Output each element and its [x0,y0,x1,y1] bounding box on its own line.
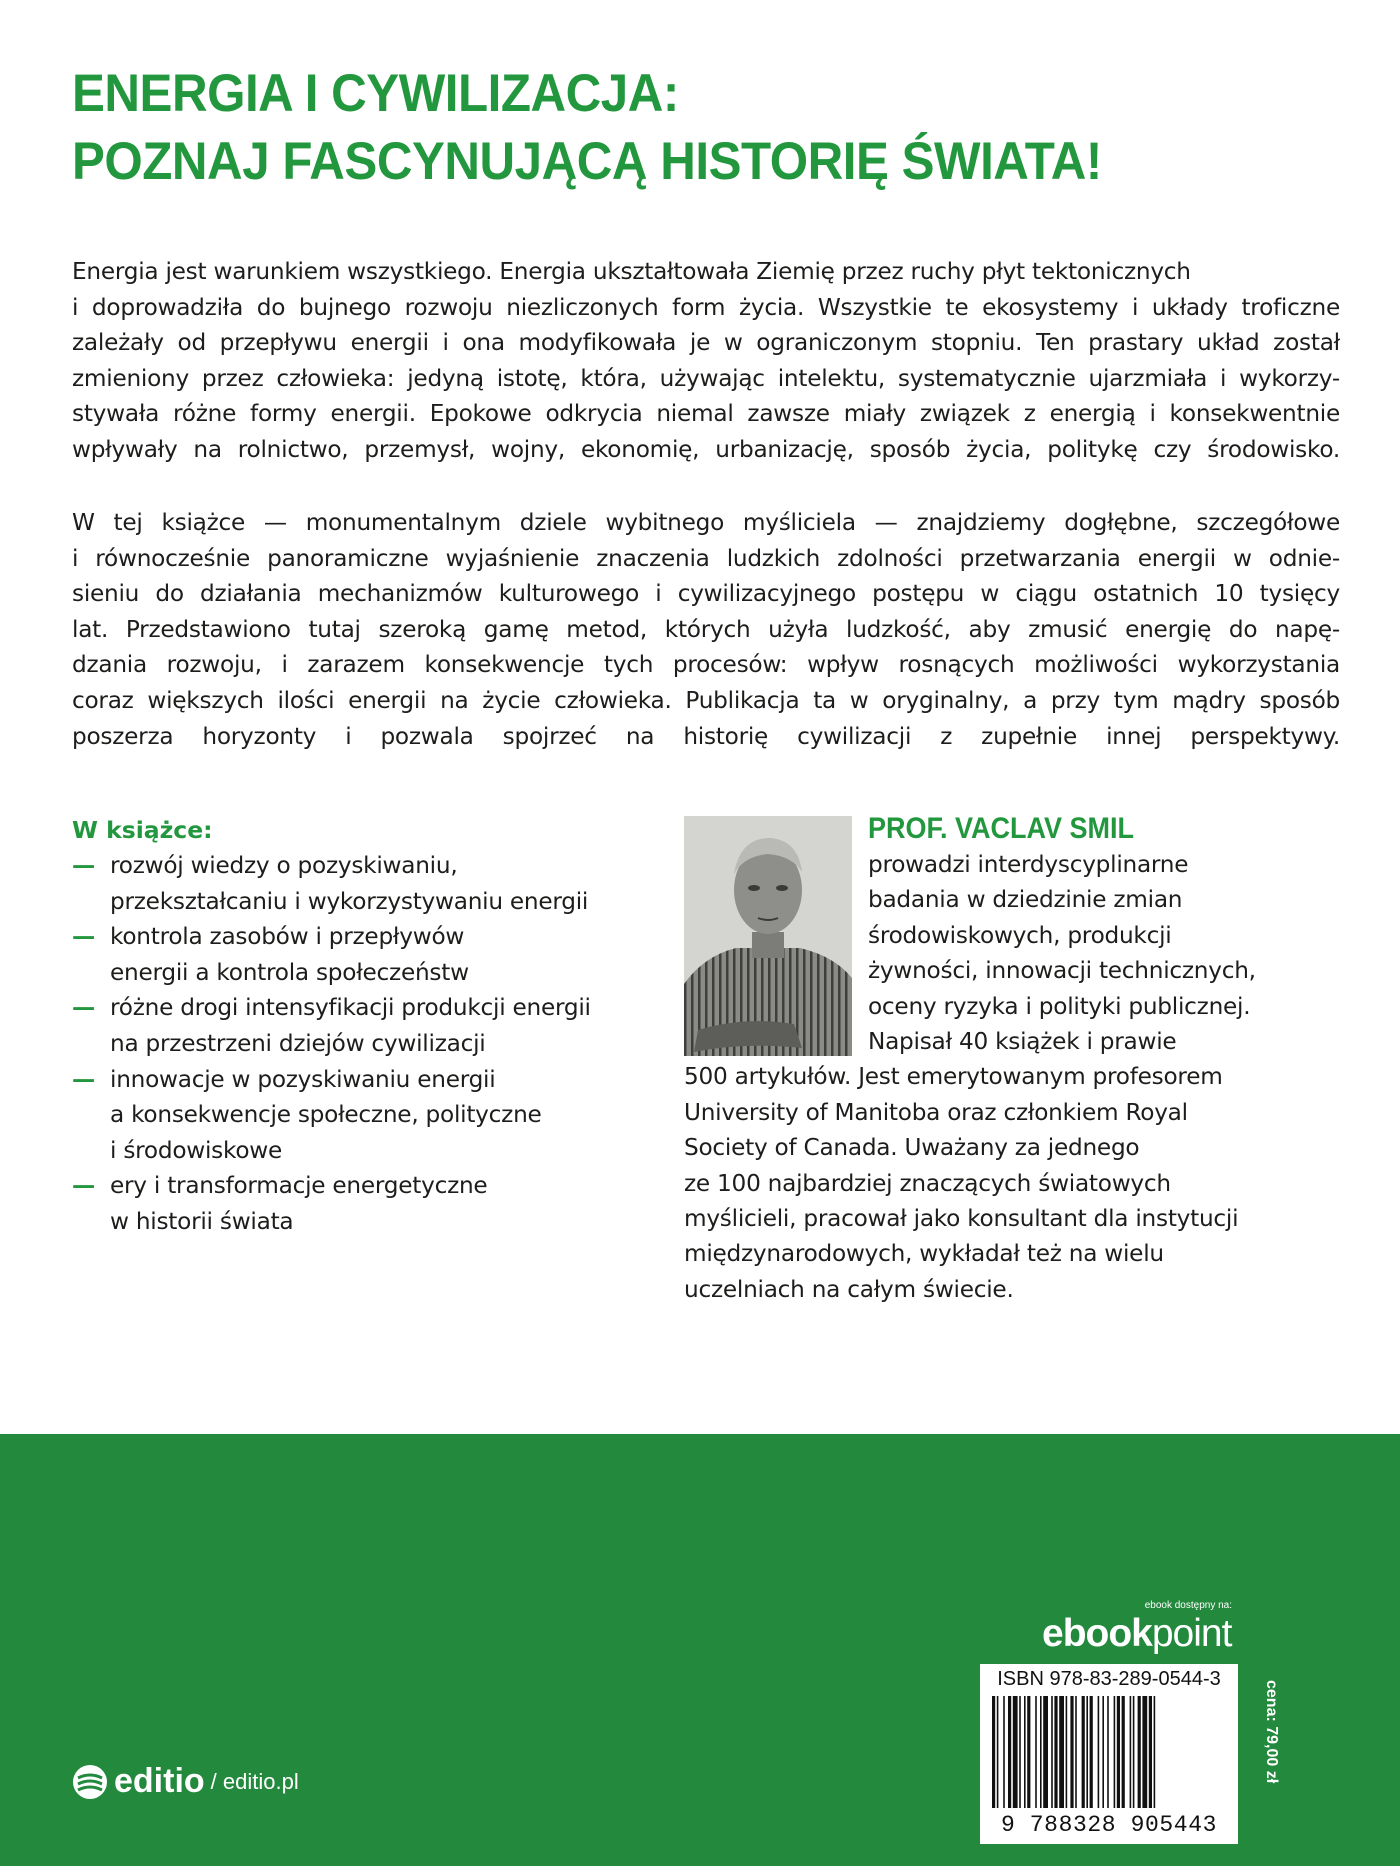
paragraph-line: lat. Przedstawiono tutaj szeroką gamę metod, których użyła ludzkość, aby zmusić energię do napę- [72,615,1340,643]
publisher-name: editio [114,1762,205,1800]
paragraph-line: poszerza horyzonty i pozwala spojrzeć na historię cywilizacji z zupełnie innej perspektywy. [72,722,1340,750]
publisher-logo [72,1762,299,1801]
paragraph-line: coraz większych ilości energii na życie człowieka. Publikacja ta w oryginalny, a przy tym mądry sposób [72,686,1340,714]
list-item [72,1062,632,1169]
dash-bullet: — [72,1172,95,1200]
description-paragraph-1 [72,254,1340,468]
bio-line: środowiskowych, produkcji [868,921,1172,949]
bio-line: żywności, innowacji technicznych, [868,957,1256,985]
features-list [72,848,632,1240]
bio-line: University of Manitoba oraz członkiem Royal [684,1098,1188,1126]
description-paragraph-2 [72,505,1340,754]
ebookpoint-logo [1042,1612,1231,1656]
list-item-line: innowacje w pozyskiwaniu energii [110,1065,496,1093]
paragraph-line: i równocześnie panoramiczne wyjaśnienie znaczenia ludzkich zdolności przetwarzania energii w odnie- [72,544,1340,572]
bio-line: międzynarodowych, wykładał też na wielu [684,1240,1164,1268]
ebook-availability-note: ebook dostępny na: [1144,1600,1232,1611]
bio-line: badania w dziedzinie zmian [868,886,1183,914]
bio-line: 500 artykułów. Jest emerytowanym profesorem [684,1063,1223,1091]
list-item-line: kontrola zasobów i przepływów [110,923,465,951]
paragraph-line: wpływały na rolnictwo, przemysł, wojny, ekonomię, urbanizację, sposób życia, politykę czy środowisko. [72,435,1340,463]
bio-line: oceny ryzyka i polityki publicznej. [868,992,1251,1020]
ebook-brand-bold: ebook [1042,1612,1152,1655]
paragraph-line: stywała różne formy energii. Epokowe odkrycia niemal zawsze miały związek z energią i konsekwentnie [72,400,1340,428]
author-bio [684,847,1256,1307]
list-item [72,919,632,990]
list-item-line: energii a kontrola społeczeństw [110,958,469,986]
features-heading: W książce: [72,816,213,844]
bio-line: myślicieli, pracował jako konsultant dla instytucji [684,1205,1239,1233]
list-item-line: i środowiskowe [110,1136,283,1164]
dash-bullet: — [72,852,95,879]
paragraph-line: dzania rozwoju, i zarazem konsekwencje tych procesów: wpływ rosnących możliwości wykorzystania [72,651,1340,679]
bio-line: prowadzi interdyscyplinarne [868,851,1189,878]
barcode-image [990,1696,1228,1808]
dash-bullet: — [72,994,95,1022]
list-item [72,1168,632,1239]
ebook-brand-light: point [1151,1612,1232,1655]
paragraph-line: W tej książce — monumentalnym dziele wybitnego myśliciela — znajdziemy dogłębne, szczegółowe [72,509,1340,536]
dash-bullet: — [72,923,95,951]
paragraph-line: i doprowadziła do bujnego rozwoju niezliczonych form życia. Wszystkie te ekosystemy i układy troficzne [72,293,1340,321]
bio-line: uczelniach na całym świecie. [684,1275,1014,1303]
features-section [72,812,632,1240]
isbn-number: ISBN 978-83-289-0544-3 [997,1668,1221,1690]
price-label: cena: 79,00 zł [1263,1680,1280,1784]
list-item-line: na przestrzeni dziejów cywilizacji [110,1029,486,1057]
list-item-line: a konsekwencje społeczne, polityczne [110,1101,542,1129]
list-item [72,848,632,919]
list-item-line: różne drogi intensyfikacji produkcji energii [110,994,591,1022]
isbn-barcode [980,1664,1238,1844]
bio-line: Society of Canada. Uważany za jednego [684,1134,1140,1162]
editio-logo-icon [72,1764,108,1800]
paragraph-line: zmieniony przez człowieka: jedyną istotę, która, używając intelektu, systematycznie ujarzmiała i wykorzy- [72,364,1340,392]
list-item-line: ery i transformacje energetyczne [110,1172,488,1200]
dash-bullet: — [72,1065,95,1093]
list-item [72,990,632,1061]
paragraph-line: zależały od przepływu energii i ona modyfikowała je w ograniczonym stopniu. Ten prastary układ został [72,329,1340,357]
cover-headline [72,60,1253,196]
barcode-digits: 9 788328 905443 [1000,1812,1218,1838]
paragraph-line: Energia jest warunkiem wszystkiego. Energia ukształtowała Ziemię przez ruchy płyt tektonicznych [72,258,1191,285]
bio-line: ze 100 najbardziej znaczących światowych [684,1169,1171,1197]
bio-line: Napisał 40 książek i prawie [868,1028,1177,1056]
list-item-line: przekształcaniu i wykorzystywaniu energii [110,887,589,915]
headline-line-2: POZNAJ FASCYNUJĄCĄ HISTORIĘ ŚWIATA! [72,132,1102,191]
list-item-line: rozwój wiedzy o pozyskiwaniu, [110,852,458,879]
headline-line-1: ENERGIA I CYWILIZACJA: [72,64,679,123]
paragraph-line: sieniu do działania mechanizmów kulturowego i cywilizacyjnego postępu w ciągu ostatnich 10 tysięcy [72,580,1340,608]
author-name: PROF. VACLAV SMIL [868,812,1135,845]
publisher-url: / editio.pl [210,1768,299,1794]
list-item-line: w historii świata [110,1207,294,1235]
